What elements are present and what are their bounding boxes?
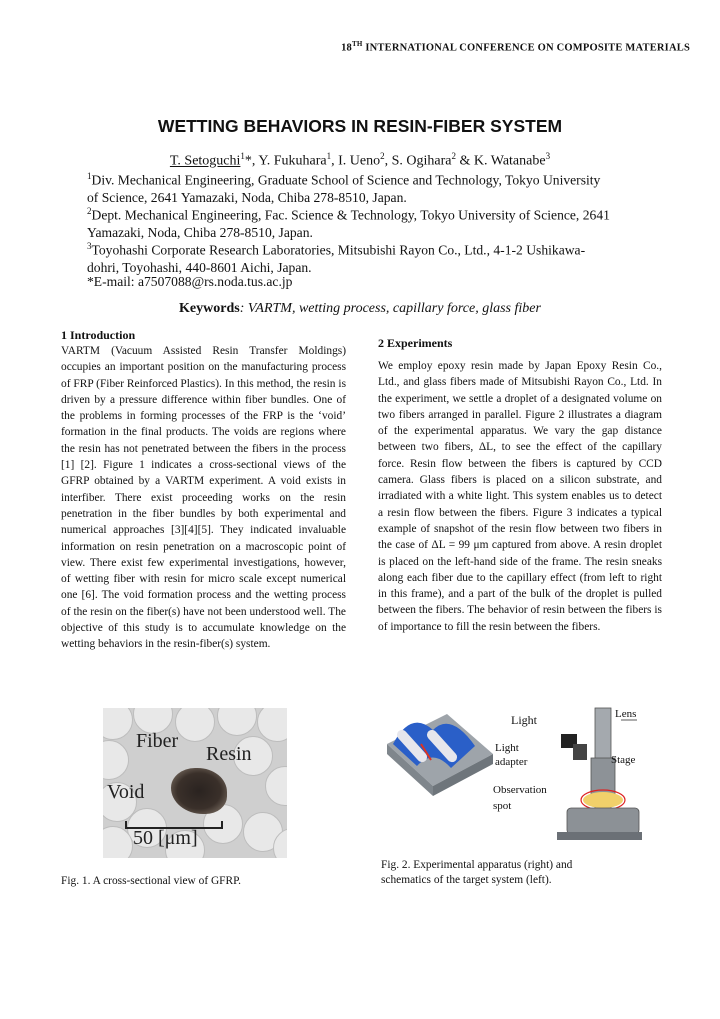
section-1-heading: 1 Introduction: [61, 328, 136, 342]
figure-2-caption: Fig. 2. Experimental apparatus (right) and schematics of the target system (left).: [381, 859, 573, 886]
light-label: Light: [511, 713, 537, 727]
figure-1-image: [103, 708, 287, 858]
paper-title: WETTING BEHAVIORS IN RESIN-FIBER SYSTEM: [157, 116, 563, 136]
affiliation-2: $^2$Dept. Mechanical Engineering, Fac. Science & Technology, Tokyo University of Science, 2641 Yamazaki, Noda, Chiba 278-8510, Japan.: [87, 206, 610, 241]
light-adapter-label-2: adapter: [495, 756, 528, 768]
figure-1-caption: Fig. 1. A cross-sectional view of GFRP.: [61, 875, 242, 887]
void-label: Void: [107, 781, 145, 803]
stage-label: Stage: [611, 754, 636, 766]
resin-label: Resin: [206, 743, 252, 765]
void-region: [171, 768, 227, 814]
observation-label-1: Observation: [493, 784, 547, 796]
conference-header: 18TH INTERNATIONAL CONFERENCE ON COMPOSITE MATERIALS: [341, 40, 690, 54]
affiliation-1: $^1$Div. Mechanical Engineering, Graduate School of Science and Technology, Tokyo University of Science, 2641 Yamazaki, Noda, Chiba 278-8510, Japan.: [87, 171, 601, 206]
affiliation-3: $^3$Toyohashi Corporate Research Laboratories, Mitsubishi Rayon Co., Ltd., 4-1-2 Ushikawa- dohri, Toyohashi, 440-8601 Aichi, Japan.: [87, 241, 586, 276]
light-adapter-label-1: Light: [495, 742, 519, 754]
section-2-body: We employ epoxy resin made by Japan Epoxy Resin Co., Ltd., and glass fibers made of Mitsubishi Rayon Co., Ltd. In the experiment, we settle a droplet of a designated volume on two fibers arranged in parallel. Figure 2 illustrates a diagram of the experimental apparatus. We vary the gap distance between two fibers, ΔL, to see the effect of the capillary force. Resin flow between the fibers is captured by CCD camera. Glass fibers is placed on a silicon substrate, and irradiated with a white light. This system enables us to detect a resin flow between the fibers. Figure 3 indicates a typical example of snapshot of the resin flow between two fibers in the case of ΔL = 99 μm captured from above. A resin droplet is placed on the left-hand side of the frame. The resin sneaks along each fiber due to the capillary effect (from left to right in this frame), and a part of the bulk of the droplet is pulled between the fibers. The behavior of resin between the fibers is of importance to fill the resin between the fibers.: [378, 360, 662, 633]
section-1-body: VARTM (Vacuum Assisted Resin Transfer Moldings) occupies an important position on the manufacturing process of FRP (Fiber Reinforced Plastics). In this method, the resin is driven by a pressure difference within fiber bundles. One of the problems in forming processes of the FRP is the ‘void’ formation in the final products. The voids are regions where the resin has not penetrated between the fibers in the process [1] [2]. Figure 1 indicates a cross-sectional views of the GFRP obtained by a VARTM experiment. A void exists in interfiber. There exist proceeding works on the resin penetration in the fiber bundles by both experimental and numerical approaches [3][4][5]. They indicated invaluable information on resin penetration on a macroscopic point of view. There exist few experimental investigations, however, of wetting fiber with resin for micro scale except numerical one [6]. The void formation process and the wetting process of the resin on the fiber(s) have not been understood well. The objective of this study is to accumulate knowledge on the wetting behaviors in the resin-fiber(s) system.: [61, 345, 346, 651]
lens-label: Lens: [615, 708, 637, 720]
scale-label: 50 [μm]: [133, 827, 198, 849]
fiber-label: Fiber: [136, 730, 179, 752]
corresponding-author: T. Setoguchi: [169, 153, 241, 169]
observation-label-2: spot: [493, 800, 512, 812]
keywords-line: Keywords: VARTM, wetting process, capillary force, glass fiber: [179, 301, 541, 316]
author-list: T. Setoguchi$^1$*, Y. Fukuhara$^1$, I. Ueno$^2$, S. Ogihara$^2$ & K. Watanabe$^3$: [169, 151, 551, 169]
section-2-heading: 2 Experiments: [378, 336, 453, 350]
email-line: *E-mail: a7507088@rs.noda.tus.ac.jp: [87, 274, 293, 289]
figure-2-image: [381, 704, 642, 854]
